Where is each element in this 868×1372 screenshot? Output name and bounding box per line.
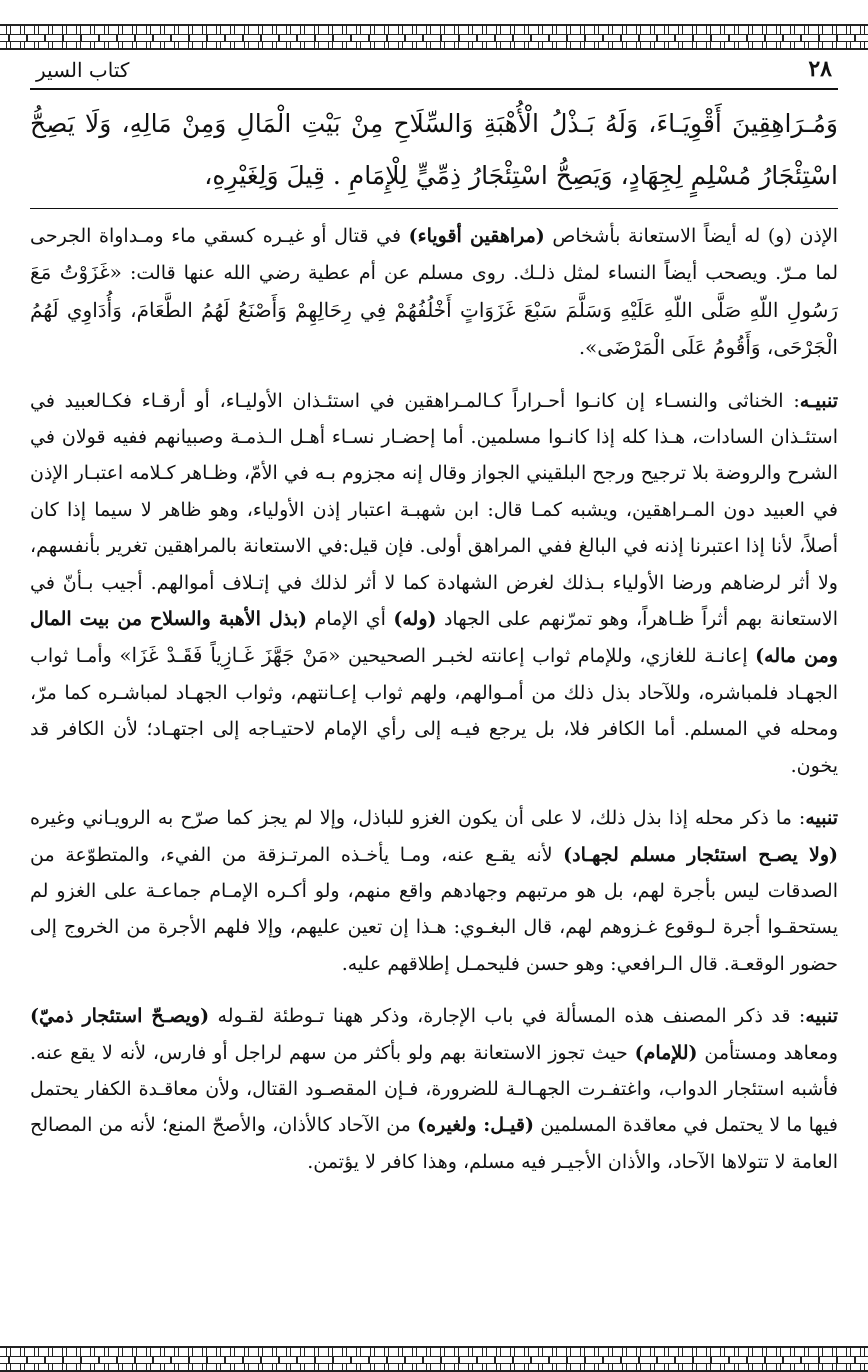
book-title: كتاب السير — [36, 58, 130, 82]
text-run: حيث تجوز الاستعانة بهم ولو بأكثر من سهم لراجل أو فارس، لأنه لا يقع عنه. فأشبه استئجار الدواب، واغتفـرت الجهـالـة للضرورة، فـإن المقصـود القتال، ولأن معاقـدة الكفار يحتمل فيها ما لا يحتمل في معاقدة المسلمين — [30, 1041, 839, 1137]
bold-term: (بذل الأهبة والسلاح من بيت المال ومن ماله) — [30, 608, 838, 668]
bold-term: (قيـل: ولغيره) — [417, 1114, 534, 1137]
text-run: : الخناثى والنسـاء إن كانـوا أحـراراً كـالمـراهقين في استئـذان الأوليـاء، أو أرقـاء فكـالعبيد في استئـذان السادات، هـذا كله إذا كانـوا مسلمين. أما إحضـار نسـاء أهـل الـذمـة وصبيانهم ففيه قولان في الشرح والروضة بلا ترجيح ورجح البلقيني الجواز وقال إنه مجزوم بـه في الأمّ، وظـاهر كـلامه اعتبـار الإذن في العبيد دون المـراهقين، ويشبه كمـا قال: ابن شهبـة اعتبار إذن الأولياء، وهو ظاهر لا سيما إذا كان أصلاً، لأنا إذا اعتبرنا إذنه في البالغ ففي المراهق أولى. فإن قيل:في الاستعانة بالمراهقين تغرير بأنفسهم، ولا أثر لرضاهم ورضا الأولياء بـذلك لغرض الشهادة كما لا أثر لذلك في إتـلاف أموالهم. أجيب بـأنّ في الاستعانة بهم أثراً ظـاهراً، وهو تمرّنهم على الجهاد — [30, 389, 838, 631]
text-run: الإذن (و) له أيضاً الاستعانة بأشخاص — [544, 225, 838, 247]
matn-text: وَمُـرَاهِقِينَ أَقْوِيَـاءَ، وَلَهُ بَـذْلُ الْأُهْبَةِ وَالسِّلَاحِ مِنْ بَيْتِ الْمَالِ وَمِنْ مَالِهِ، وَلَا يَصِحُّ اسْتِئْجَارُ مُسْلِمٍ لِجِهَادٍ، وَيَصِحُّ اسْتِئْجَارُ ذِمِّيٍّ لِلْإِمَامِ . قِيلَ وَلِغَيْرِهِ، — [30, 109, 838, 190]
bottom-ornamental-border — [0, 1346, 868, 1372]
note-label: تنبيـه — [799, 389, 838, 412]
commentary-paragraph — [30, 218, 838, 367]
text-run: وأمـا ثواب الجهـاد فلمباشره، وللآحاد بذل ذلك من أمـوالهم، ولهم ثواب إعـانتهم، وثواب الجهـاد لمباشـره كما مرّ، ومحله في المسلم. أما الكافر فلا، بل يرجع فيـه إلى رأي الإمام لاحتيـاجه إلى اجتهـاد؛ لأن الكافر قد يخون. — [30, 645, 838, 777]
bold-term: (ولا يصـح استئجار مسلم لجهـاد) — [563, 843, 838, 866]
page-header — [30, 56, 838, 90]
text-run: . — [578, 337, 585, 360]
text-run: لأنه يقـع عنه، ومـا يأخـذه المرتـزقة من الفيء، والمتطوّعة من الصدقات ليس بأجرة لهم، بل هو مرتبهم وجهادهم واقع منهم، ولو أكـره الإمـام جماعـة على الغزو لم يستحقـوا أجرة لـوقوع غـزوهم لهم، قال البغـوي: هـذا إن تعين عليهم، وإلا فلهم الأجرة من الخروج إلى حضور الوقعـة. قال الـرافعي: وهو حسن فليحمـل إطلاقهم عليه. — [30, 843, 838, 975]
page-number: ٢٨ — [808, 56, 832, 82]
bold-term: (مراهقين أقوياء) — [408, 225, 545, 247]
text-run: إعانـة للغازي، وللإمام ثواب إعانته لخبـر الصحيحين — [340, 645, 756, 668]
bold-term: (ويصـحّ استئجار ذميّ) — [30, 1005, 210, 1028]
commentary-paragraph — [30, 998, 838, 1180]
top-ornamental-border — [0, 24, 868, 50]
hadith-quote: «مَنْ جَهَّزَ غَـازِياً فَقَـدْ غَزَا» — [119, 643, 341, 668]
commentary-paragraph — [30, 383, 838, 784]
bold-term: (للإمام) — [634, 1041, 698, 1064]
text-run: في قتال أو غيـره كسقي ماء ومـداواة الجرحى لما مـرّ. ويصحب أيضاً النساء لمثل ذلـك. روى مسلم عن أم عطية رضي الله عنها قالت: — [30, 225, 839, 285]
text-run: ومعاهد ومستأمن — [697, 1041, 838, 1064]
hadith-quote: «غَزَوْتُ مَعَ رَسُولِ اللّهِ صَلَّى اللّهِ عَلَيْهِ وَسَلَّمَ سَبْعَ غَزَوَاتٍ أَخْلُفُهُمْ فِي رِحَالِهِمْ وَأَصْنَعُ لَهُمُ الطَّعَامَ، وَأُدَاوِي لَهُمُ الْجَرْحَى، وَأَقُومُ عَلَى الْمَرْضَى» — [30, 260, 838, 360]
note-label: تنبيه — [805, 1005, 838, 1028]
commentary-paragraph — [30, 800, 838, 982]
text-run: من الآحاد كالأذان، والأصحّ المنع؛ لأنه من المصالح العامة لا تتولاها الآحاد، والأذان الأجيـر فيه مسلم، وهذا كافر لا يؤتمن. — [30, 1114, 838, 1173]
note-label: تنبيه — [805, 807, 838, 830]
text-run: : ما ذكر محله إذا بذل ذلك، لا على أن يكون الغزو للباذل، وإلا لم يجز كما صرّح به الرويـاني وغيره — [30, 807, 806, 830]
matn-separator-line — [30, 208, 838, 209]
text-run: : قد ذكر المصنف هذه المسألة في باب الإجارة، وذكر ههنا تـوطئة لقـوله — [209, 1005, 806, 1028]
text-run: أي الإمام — [307, 608, 394, 631]
commentary-body — [30, 218, 838, 1180]
bold-term: (وله) — [393, 608, 437, 631]
